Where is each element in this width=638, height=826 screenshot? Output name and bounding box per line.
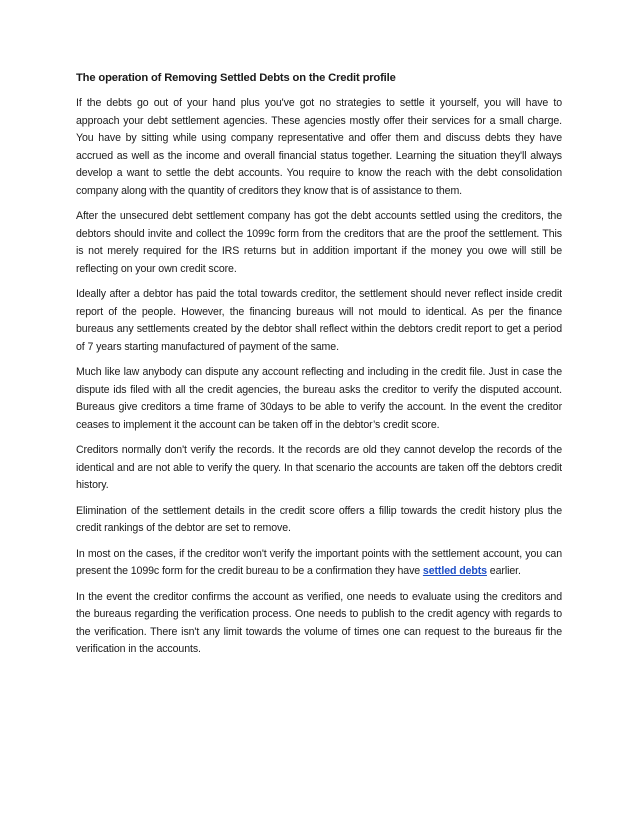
- paragraph-1: If the debts go out of your hand plus you've got no strategies to settle it yourself, you will have to approach your debt settlement agencies. These agencies mostly offer their services for a small charge. You have by sitting while using company representative and offer them and discuss debts they have accrued as well as the income and overall financial status together. Learning the situation they'll always develop a want to settle the debt accounts. You require to know the reach with the debt consolidation company along with the quantity of creditors they know that is of assistance to them.: [76, 97, 562, 197]
- paragraph-8: In the event the creditor confirms the account as verified, one needs to evaluate using the creditors and the bureaus regarding the verification process. One needs to publish to the credit agency with regards to the verification. There isn't any limit towards the volume of times one can request to the bureaus fir the verification in the accounts.: [76, 590, 562, 655]
- paragraph-2: After the unsecured debt settlement company has got the debt accounts settled using the creditors, the debtors should invite and collect the 1099c form from the creditors that are the proof the settlement. This is not merely required for the IRS returns but in addition important if the money you owe will still be reflecting on your own credit score.: [76, 210, 562, 275]
- paragraph-7-text-after: earlier.: [486, 565, 521, 577]
- document-page: [76, 70, 562, 667]
- paragraph-7: [76, 546, 562, 581]
- paragraph-6: Elimination of the settlement details in the credit score offers a fillip towards the credit history plus the credit rankings of the debtor are set to remove.: [76, 504, 562, 534]
- paragraph-5: Creditors normally don't verify the records. It the records are old they cannot develop the records of the identical and are not able to verify the query. In that scenario the accounts are taken off the debtors credit history.: [76, 444, 562, 491]
- paragraph-7-text-before: In most on the cases, if the creditor won't verify the important points with the settlement account, you can present the 1099c form for the credit bureau to be a confirmation they have: [76, 547, 562, 577]
- document-title: The operation of Removing Settled Debts on the Credit profile: [76, 72, 396, 84]
- paragraph-3: Ideally after a debtor has paid the total towards creditor, the settlement should never reflect inside credit report of the people. However, the financing bureaus will not mould to identical. As per the finance bureaus any settlements created by the debtor shall reflect within the debtors credit report to get a period of 7 years starting manufactured of payment of the same.: [76, 288, 562, 353]
- settled-debts-link[interactable]: settled debts: [422, 565, 487, 577]
- paragraph-4: Much like law anybody can dispute any account reflecting and including in the credit file. Just in case the dispute ids filed with all the credit agencies, the bureau asks the creditor to verify the disputed account. Bureaus give creditors a time frame of 30days to be able to verify the account. In the event the creditor ceases to implement it the account can be taken off in the debtor’s credit score.: [76, 366, 562, 431]
